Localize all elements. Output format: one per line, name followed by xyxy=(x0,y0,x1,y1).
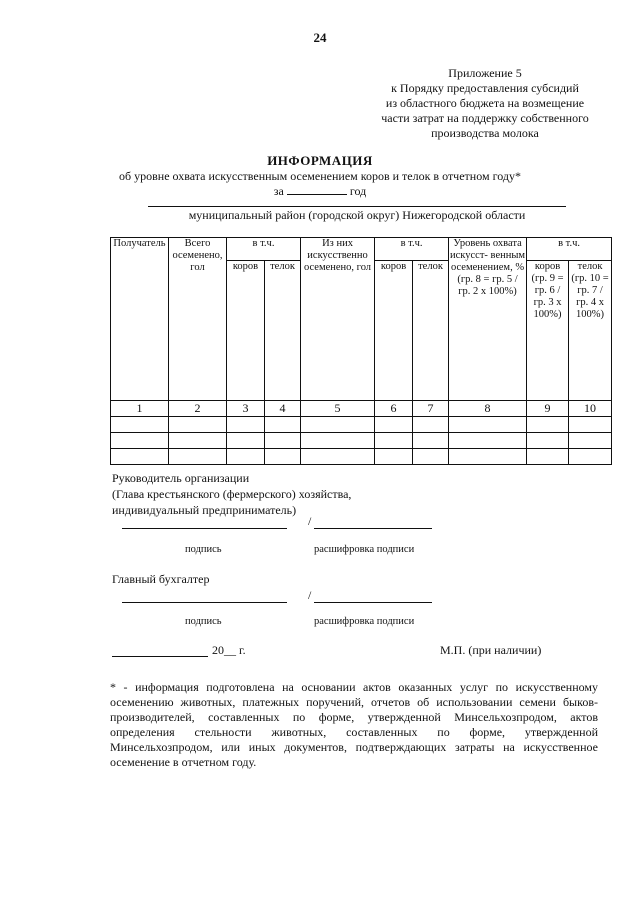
stamp-note: М.П. (при наличии) xyxy=(440,643,542,657)
appendix-line: части затрат на поддержку собственного xyxy=(381,111,589,125)
header-heifers-3: телок (гр. 10 = гр. 7 / гр. 4 х 100%) xyxy=(569,261,612,401)
column-number: 5 xyxy=(301,401,375,417)
date-blank-line[interactable] xyxy=(112,656,208,657)
table-cell[interactable] xyxy=(111,417,169,433)
head-decode-line[interactable] xyxy=(314,528,432,529)
accountant-title: Главный бухгалтер xyxy=(112,572,210,586)
appendix-line: Приложение 5 xyxy=(448,66,522,80)
head-title-line: Руководитель организации xyxy=(112,471,250,485)
report-year-line xyxy=(0,183,640,199)
table-cell[interactable] xyxy=(227,449,265,465)
head-title-line: индивидуальный предприниматель) xyxy=(112,503,297,517)
table-cell[interactable] xyxy=(413,433,449,449)
accountant-decode-label: расшифровка подписи xyxy=(314,616,415,627)
table-cell[interactable] xyxy=(227,433,265,449)
table-row xyxy=(111,433,612,449)
column-number-row xyxy=(111,401,612,417)
table-cell[interactable] xyxy=(375,417,413,433)
header-artificial: Из них искусственно осеменено, гол xyxy=(301,238,375,401)
head-slash: / xyxy=(308,514,312,528)
document-subtitle: об уровне охвата искусственным осеменением коров и телок в отчетном году* xyxy=(119,169,521,183)
appendix-line: к Порядку предоставления субсидий xyxy=(391,81,579,95)
column-number: 7 xyxy=(413,401,449,417)
head-signature-label: подпись xyxy=(185,544,222,555)
header-heifers-2: телок xyxy=(413,261,449,401)
header-cows: коров xyxy=(227,261,265,401)
head-signatory-title xyxy=(112,470,351,518)
year-blank[interactable] xyxy=(287,183,347,195)
table-cell[interactable] xyxy=(301,417,375,433)
table-cell[interactable] xyxy=(449,433,527,449)
accountant-signature-line[interactable] xyxy=(122,602,287,603)
header-including-3: в т.ч. xyxy=(527,238,612,261)
date-year-text: 20__ г. xyxy=(212,643,246,657)
table-cell[interactable] xyxy=(569,449,612,465)
table-cell[interactable] xyxy=(569,433,612,449)
footnote: * - информация подготовлена на основании актов оказанных услуг по искусственному осеменению животных, платежных поручений, отчетов об использовании семени быков-производителей, составленных по форме, утвержденной Минсельхозпродом, актов определения стельности животных, составленных по форме, утвержденной Минсельхозпродом, или иных документов, подтверждающих затраты на искусственное осеменение в отчетном году. xyxy=(110,680,598,769)
column-number: 2 xyxy=(169,401,227,417)
column-number: 1 xyxy=(111,401,169,417)
column-number: 8 xyxy=(449,401,527,417)
table-cell[interactable] xyxy=(265,433,301,449)
table-cell[interactable] xyxy=(111,433,169,449)
head-signature-line[interactable] xyxy=(122,528,287,529)
table-cell[interactable] xyxy=(527,433,569,449)
header-including-1: в т.ч. xyxy=(227,238,301,261)
year-prefix: за xyxy=(273,184,284,198)
page-number: 24 xyxy=(313,30,327,45)
header-including-2: в т.ч. xyxy=(375,238,449,261)
column-number: 6 xyxy=(375,401,413,417)
accountant-slash: / xyxy=(308,588,312,602)
municipality-blank-line[interactable] xyxy=(148,206,566,207)
appendix-line: из областного бюджета на возмещение xyxy=(385,96,585,110)
column-number: 10 xyxy=(569,401,612,417)
header-coverage-level: Уровень охвата искусст- венным осеменением, % (гр. 8 = гр. 5 / гр. 2 х 100%) xyxy=(449,238,527,401)
table-cell[interactable] xyxy=(169,417,227,433)
column-number: 4 xyxy=(265,401,301,417)
appendix-line: производства молока xyxy=(431,126,539,140)
accountant-signature-label: подпись xyxy=(185,616,222,627)
table-cell[interactable] xyxy=(169,433,227,449)
table-cell[interactable] xyxy=(375,449,413,465)
table-cell[interactable] xyxy=(301,433,375,449)
report-table xyxy=(110,237,612,465)
table-cell[interactable] xyxy=(265,417,301,433)
table-cell[interactable] xyxy=(111,449,169,465)
table-row xyxy=(111,449,612,465)
table-row xyxy=(111,417,612,433)
appendix-reference xyxy=(360,66,610,141)
head-title-line: (Глава крестьянского (фермерского) хозяйства, xyxy=(112,487,352,501)
table-cell[interactable] xyxy=(449,417,527,433)
municipality-caption: муниципальный район (городской округ) Нижегородской области xyxy=(188,208,526,222)
header-recipient: Получатель xyxy=(111,238,169,401)
table-cell[interactable] xyxy=(413,449,449,465)
column-number: 9 xyxy=(527,401,569,417)
table-cell[interactable] xyxy=(527,417,569,433)
table-cell[interactable] xyxy=(375,433,413,449)
header-heifers: телок xyxy=(265,261,301,401)
table-cell[interactable] xyxy=(265,449,301,465)
table-cell[interactable] xyxy=(569,417,612,433)
year-suffix: год xyxy=(349,184,367,198)
head-decode-label: расшифровка подписи xyxy=(314,544,415,555)
table-cell[interactable] xyxy=(413,417,449,433)
document-title: ИНФОРМАЦИЯ xyxy=(267,153,373,168)
table-cell[interactable] xyxy=(301,449,375,465)
table-cell[interactable] xyxy=(527,449,569,465)
header-total: Всего осеменено, гол xyxy=(169,238,227,401)
header-cows-2: коров xyxy=(375,261,413,401)
table-cell[interactable] xyxy=(169,449,227,465)
header-cows-3: коров (гр. 9 = гр. 6 / гр. 3 х 100%) xyxy=(527,261,569,401)
column-number: 3 xyxy=(227,401,265,417)
table-cell[interactable] xyxy=(449,449,527,465)
accountant-decode-line[interactable] xyxy=(314,602,432,603)
table-cell[interactable] xyxy=(227,417,265,433)
